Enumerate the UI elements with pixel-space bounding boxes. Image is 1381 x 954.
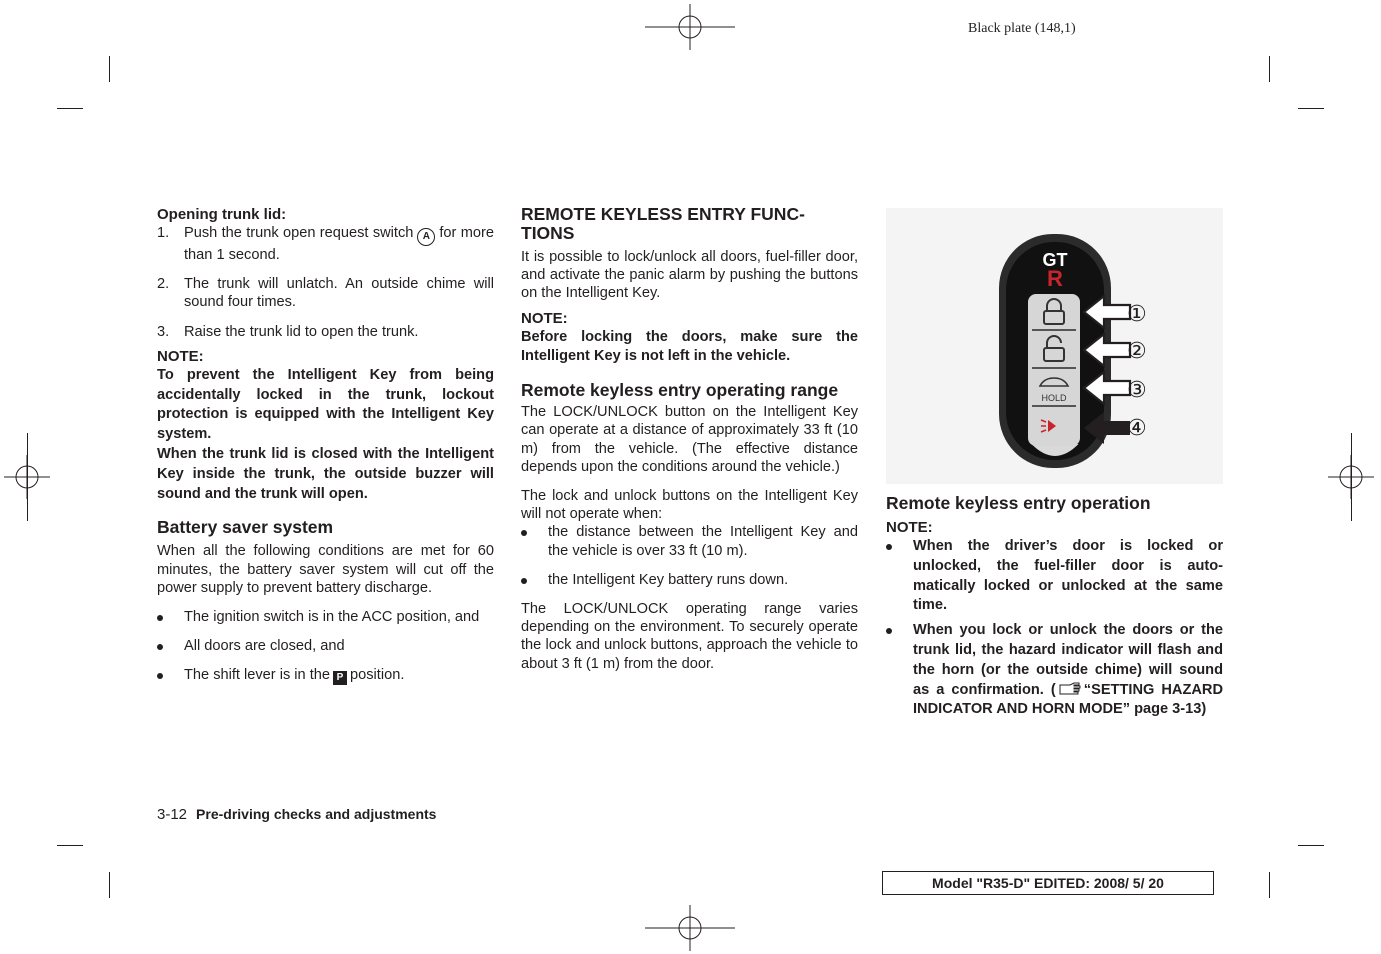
- note-label: NOTE:: [886, 519, 933, 536]
- section-title: Pre-driving checks and adjustments: [196, 806, 437, 822]
- range-conditions: [521, 523, 858, 589]
- list-item: When the driver’s door is locked or unlocked, the fuel-filler door is auto-matically locked or unlocked at the same time.: [886, 537, 1223, 616]
- battery-intro: When all the following conditions are met for 60 minutes, the battery saver system will cut off the power supply to prevent battery discharge.: [157, 543, 494, 596]
- operation-notes: [886, 537, 1223, 720]
- column-left: [157, 205, 494, 685]
- park-position-icon: P: [333, 671, 347, 685]
- step-item: 2. The trunk will unlatch. An outside chime will sound four times.: [157, 276, 494, 311]
- bullet-icon: [886, 544, 892, 550]
- battery-conditions: [157, 608, 494, 685]
- bullet-icon: [521, 578, 527, 584]
- list-item: The ignition switch is in the ACC position, and: [157, 608, 494, 626]
- bullet-icon: [157, 644, 163, 650]
- callout-3: ③: [1127, 378, 1147, 403]
- callout-4: ④: [1127, 416, 1147, 441]
- note-text: When the trunk lid is closed with the Intelligent Key inside the trunk, the outside buzzer will sound and the trunk will open.: [157, 446, 494, 502]
- cross-reference-link[interactable]: “SETTING HAZARD INDICATOR AND HORN MODE” page 3-13): [913, 681, 1223, 718]
- pointing-hand-icon: [1059, 682, 1081, 696]
- step-item: 3. Raise the trunk lid to open the trunk.: [157, 323, 419, 340]
- bullet-icon: [886, 628, 892, 634]
- page-number: 3-12: [157, 806, 188, 823]
- range-paragraph: The LOCK/UNLOCK button on the Intelligent Key can operate at a distance of approximately 33 ft (10 m) from the vehicle. (The effective distance depends upon the conditions around the vehicle.): [521, 404, 858, 475]
- heading-operating-range: Remote keyless entry operating range: [521, 380, 839, 401]
- note-text: To prevent the Intelligent Key from being accidentally locked in the trunk, lockout protection is equipped with the Intelligent Key system.: [157, 366, 494, 443]
- intelligent-key-illustration: [886, 208, 1223, 484]
- step-number: 3.: [157, 323, 170, 340]
- functions-intro: It is possible to lock/unlock all doors, fuel-filler door, and activate the panic alarm by pushing the buttons on the Intelligent Key.: [521, 249, 858, 302]
- heading-remote-functions: REMOTE KEYLESS ENTRY FUNC-TIONS: [521, 204, 805, 243]
- step-number: 2.: [157, 276, 170, 293]
- registration-mark-left: [4, 455, 50, 499]
- list-item: All doors are closed, and: [157, 637, 494, 655]
- list-item: the distance between the Intelligent Key and the vehicle is over 33 ft (10 m).: [521, 523, 858, 559]
- switch-a-icon: A: [417, 228, 435, 246]
- intelligent-key-figure: [886, 208, 1223, 484]
- callout-2: ②: [1127, 339, 1147, 364]
- logo-r: R: [1047, 266, 1063, 291]
- range-paragraph: The LOCK/UNLOCK operating range varies depending on the environment. To securely operate the lock and unlock buttons, approach the vehicle to about 3 ft (1 m) from the door.: [521, 601, 858, 672]
- heading-opening-trunk: Opening trunk lid:: [157, 206, 287, 223]
- bullet-icon: [521, 530, 527, 536]
- column-middle: [521, 205, 858, 673]
- step-number: 1.: [157, 225, 170, 241]
- column-right: [886, 493, 1223, 720]
- step-item: 1. Push the trunk open request switch A for more than 1 second.: [157, 225, 494, 263]
- note-text: Before locking the doors, make sure the Intelligent Key is not left in the vehicle.: [521, 328, 858, 365]
- list-item: The shift lever is in the P position.: [157, 666, 494, 685]
- hold-label: HOLD: [1041, 393, 1067, 403]
- callout-1: ①: [1127, 302, 1147, 327]
- plate-label: Black plate (148,1): [968, 21, 1076, 36]
- bullet-icon: [157, 673, 163, 679]
- logo-gt: GT: [1042, 250, 1068, 270]
- trunk-steps: [157, 224, 494, 341]
- registration-mark-right: [1328, 455, 1374, 499]
- registration-mark-top: [645, 4, 735, 50]
- list-item: the Intelligent Key battery runs down.: [521, 571, 858, 589]
- page-footer: [157, 806, 436, 823]
- note-label: NOTE:: [521, 309, 568, 327]
- bullet-icon: [157, 615, 163, 621]
- range-paragraph: The lock and unlock buttons on the Intelligent Key will not operate when:: [521, 488, 858, 523]
- button-arrows: [1084, 296, 1130, 404]
- list-item: When you lock or unlock the doors or the trunk lid, the hazard indicator will flash and the horn (or the outside chime) will sound as a confirmation. ( “SETTING HAZARD INDICATOR AND HORN MODE” page 3-13): [886, 621, 1223, 720]
- registration-mark-bottom: [645, 905, 735, 951]
- heading-operation: Remote keyless entry operation: [886, 493, 1151, 513]
- note-label: NOTE:: [157, 347, 204, 365]
- heading-battery-saver: Battery saver system: [157, 517, 334, 538]
- model-edited-box: Model "R35-D" EDITED: 2008/ 5/ 20: [882, 871, 1214, 895]
